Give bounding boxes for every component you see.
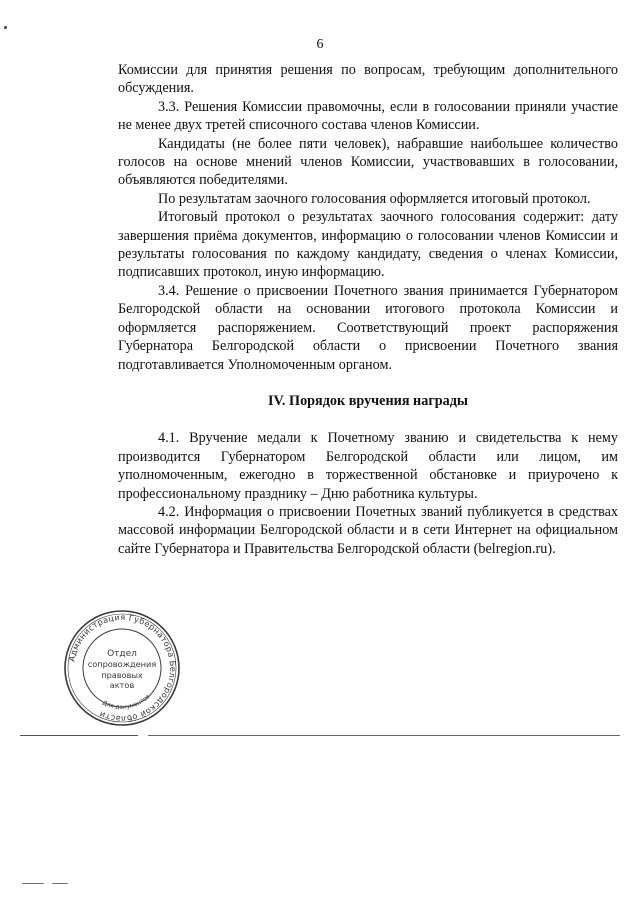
stamp-ring-text: Администрация Губернатора Белгородской области xyxy=(66,611,179,725)
paragraph: Кандидаты (не более пяти человек), набравшие наибольшее количество голосов на основе мнений членов Комиссии, участвовавших в голосовании, объявляются победителями. xyxy=(118,135,618,189)
stamp-center-line-1: Отдел xyxy=(107,649,137,659)
stamp-center-line-4: актов xyxy=(109,680,135,690)
page-number: 6 xyxy=(316,37,324,52)
scan-speck xyxy=(4,26,7,29)
stamp-center-line-3: правовых xyxy=(101,670,143,680)
separator-line xyxy=(148,735,620,736)
paragraph-3-4: 3.4. Решение о присвоении Почетного звания принимается Губернатором Белгородской области на основании итогового протокола Комиссии и оформляется распоряжением. Соответствующий проект распоряжения Губернатора Белгородской области о присвоении Почетного звания подготавливается Уполномоченным органом. xyxy=(118,282,618,373)
stamp-inner-text: Для документов xyxy=(101,693,152,711)
svg-text:Для документов xyxy=(101,693,152,711)
footer-mark xyxy=(22,883,44,884)
paragraph: По результатам заочного голосования оформляется итоговый протокол. xyxy=(158,190,591,207)
paragraph-4-2: 4.2. Информация о присвоении Почетных званий публикуется в средствах массовой информации Белгородской области и в сети Интернет на официальном сайте Губернатора и Правительства Белгородской области (belregion.ru). xyxy=(118,503,618,557)
stamp-center-line-2: сопровождения xyxy=(87,659,157,669)
document-body xyxy=(118,61,618,558)
stamp-seal-graphic xyxy=(62,608,182,728)
paragraph-3-3: 3.3. Решения Комиссии правомочны, если в голосовании приняли участие не менее двух третей списочного состава членов Комиссии. xyxy=(118,98,618,134)
paragraph-4-1: 4.1. Вручение медали к Почетному званию и свидетельства к нему производится Губернатором Белгородской области или лицом, им уполномоченным, ежегодно в торжественной обстановке и приурочено к профессиональному празднику – Дню работника культуры. xyxy=(118,430,618,502)
official-stamp xyxy=(62,608,182,728)
paragraph: Итоговый протокол о результатах заочного голосования содержит: дату завершения приёма документов, информацию о голосовании членов Комиссии и результаты голосования по каждому кандидату, сведения о членах Комиссии, подписавших протокол, иную информацию. xyxy=(118,209,618,281)
paragraph: Комиссии для принятия решения по вопросам, требующим дополнительного обсуждения. xyxy=(118,62,618,97)
footer-mark xyxy=(52,883,68,884)
section-heading: IV. Порядок вручения награды xyxy=(268,392,468,409)
separator-line xyxy=(20,735,138,736)
